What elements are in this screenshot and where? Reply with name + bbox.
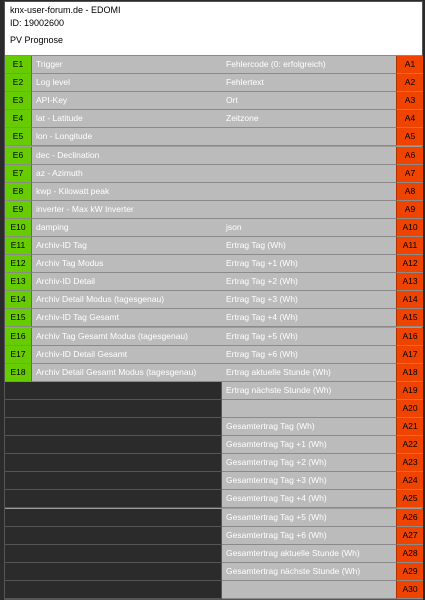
input-port[interactable]: E6 [5, 147, 32, 165]
input-label: Archiv-ID Tag Gesamt [32, 309, 226, 327]
output-port[interactable]: A7 [396, 165, 423, 183]
io-row [5, 472, 422, 490]
empty-input-slot [5, 382, 222, 400]
input-port[interactable]: E12 [5, 255, 32, 273]
input-label: Archiv Tag Modus [32, 255, 226, 273]
io-row [5, 273, 422, 291]
output-label: Ort [222, 92, 396, 110]
empty-input-slot [5, 490, 222, 508]
output-port[interactable]: A22 [396, 436, 423, 454]
output-label: Ertrag Tag +3 (Wh) [222, 291, 396, 309]
io-row [5, 400, 422, 418]
input-port[interactable]: E4 [5, 110, 32, 128]
input-port[interactable]: E3 [5, 92, 32, 110]
output-port[interactable]: A3 [396, 92, 423, 110]
output-port[interactable]: A11 [396, 237, 423, 255]
output-label: Gesamtertrag Tag +1 (Wh) [222, 436, 396, 454]
output-label [222, 183, 396, 201]
output-port[interactable]: A28 [396, 545, 423, 563]
output-label [222, 165, 396, 183]
output-port[interactable]: A15 [396, 309, 423, 327]
output-port[interactable]: A21 [396, 418, 423, 436]
io-row [5, 165, 422, 183]
input-port[interactable]: E7 [5, 165, 32, 183]
io-row [5, 328, 422, 346]
input-label: dec - Declination [32, 147, 226, 165]
io-row [5, 364, 422, 382]
input-label: kwp - Kilowatt peak [32, 183, 226, 201]
output-port[interactable]: A8 [396, 183, 423, 201]
block-header [5, 2, 422, 56]
output-port[interactable]: A17 [396, 346, 423, 364]
output-label: Ertrag Tag +4 (Wh) [222, 309, 396, 327]
output-port[interactable]: A26 [396, 509, 423, 527]
io-row [5, 563, 422, 581]
io-row [5, 346, 422, 364]
io-row [5, 237, 422, 255]
empty-input-slot [5, 472, 222, 490]
io-row [5, 545, 422, 563]
output-port[interactable]: A30 [396, 581, 423, 599]
output-label: Gesamtertrag Tag +3 (Wh) [222, 472, 396, 490]
output-port[interactable]: A9 [396, 201, 423, 219]
output-label: Gesamtertrag Tag +2 (Wh) [222, 454, 396, 472]
empty-input-slot [5, 436, 222, 454]
io-row [5, 201, 422, 219]
empty-input-slot [5, 545, 222, 563]
empty-input-slot [5, 581, 222, 599]
io-row [5, 92, 422, 110]
input-port[interactable]: E8 [5, 183, 32, 201]
output-label: Gesamtertrag Tag (Wh) [222, 418, 396, 436]
io-row [5, 291, 422, 309]
empty-input-slot [5, 563, 222, 581]
block-title: PV Prognose [10, 35, 64, 45]
input-port[interactable]: E1 [5, 56, 32, 74]
input-label: inverter - Max kW Inverter [32, 201, 226, 219]
io-row [5, 110, 422, 128]
input-label: damping [32, 219, 226, 237]
input-label: Log level [32, 74, 226, 92]
output-label [222, 581, 396, 599]
output-label [222, 201, 396, 219]
input-label: API-Key [32, 92, 226, 110]
block-source: knx-user-forum.de - EDOMI [10, 5, 121, 15]
output-port[interactable]: A27 [396, 527, 423, 545]
input-label: Trigger [32, 56, 226, 74]
output-label: Gesamtertrag Tag +4 (Wh) [222, 490, 396, 508]
output-label: Ertrag Tag +1 (Wh) [222, 255, 396, 273]
empty-input-slot [5, 454, 222, 472]
io-row [5, 56, 422, 74]
io-row [5, 74, 422, 92]
input-port[interactable]: E5 [5, 128, 32, 146]
output-port[interactable]: A4 [396, 110, 423, 128]
input-label: Archiv-ID Tag [32, 237, 226, 255]
output-port[interactable]: A6 [396, 147, 423, 165]
input-label: Archiv Detail Modus (tagesgenau) [32, 291, 226, 309]
block-id: ID: 19002600 [10, 18, 65, 28]
output-label [222, 147, 396, 165]
output-label: Ertrag aktuelle Stunde (Wh) [222, 364, 396, 382]
output-port[interactable]: A12 [396, 255, 423, 273]
input-port[interactable]: E11 [5, 237, 32, 255]
output-label: Ertrag Tag +5 (Wh) [222, 328, 396, 346]
io-row [5, 309, 422, 327]
io-row [5, 509, 422, 527]
output-port[interactable]: A20 [396, 400, 423, 418]
input-label: Archiv-ID Detail Gesamt [32, 346, 226, 364]
input-port[interactable]: E10 [5, 219, 32, 237]
output-label: json [222, 219, 396, 237]
io-row [5, 490, 422, 508]
output-label: Gesamtertrag Tag +6 (Wh) [222, 527, 396, 545]
input-port[interactable]: E15 [5, 309, 32, 327]
output-label: Ertrag nächste Stunde (Wh) [222, 382, 396, 400]
input-label: lat - Latitude [32, 110, 226, 128]
output-port[interactable]: A18 [396, 364, 423, 382]
output-port[interactable]: A5 [396, 128, 423, 146]
io-row [5, 255, 422, 273]
input-label: Archiv-ID Detail [32, 273, 226, 291]
io-row [5, 382, 422, 400]
output-label [222, 400, 396, 418]
output-label: Gesamtertrag nächste Stunde (Wh) [222, 563, 396, 581]
input-port[interactable]: E9 [5, 201, 32, 219]
io-row [5, 436, 422, 454]
input-label: lon - Longitude [32, 128, 226, 146]
output-label: Gesamtertrag Tag +5 (Wh) [222, 509, 396, 527]
io-row [5, 183, 422, 201]
io-row [5, 527, 422, 545]
input-port[interactable]: E18 [5, 364, 32, 382]
output-label: Fehlercode (0: erfolgreich) [222, 56, 396, 74]
output-label: Zeitzone [222, 110, 396, 128]
output-label: Ertrag Tag +2 (Wh) [222, 273, 396, 291]
output-port[interactable]: A16 [396, 328, 423, 346]
output-port[interactable]: A29 [396, 563, 423, 581]
output-label: Fehlertext [222, 74, 396, 92]
output-port[interactable]: A1 [396, 56, 423, 74]
output-port[interactable]: A14 [396, 291, 423, 309]
empty-input-slot [5, 400, 222, 418]
io-row [5, 219, 422, 237]
input-port[interactable]: E14 [5, 291, 32, 309]
output-label: Gesamtertrag aktuelle Stunde (Wh) [222, 545, 396, 563]
output-label [222, 128, 396, 146]
io-row [5, 418, 422, 436]
output-port[interactable]: A13 [396, 273, 423, 291]
output-port[interactable]: A25 [396, 490, 423, 508]
output-port[interactable]: A19 [396, 382, 423, 400]
output-label: Ertrag Tag (Wh) [222, 237, 396, 255]
output-port[interactable]: A23 [396, 454, 423, 472]
input-label: Archiv Tag Gesamt Modus (tagesgenau) [32, 328, 226, 346]
input-port[interactable]: E17 [5, 346, 32, 364]
io-row [5, 581, 422, 599]
io-row [5, 454, 422, 472]
input-label: Archiv Detail Gesamt Modus (tagesgenau) [32, 364, 226, 382]
input-port[interactable]: E2 [5, 74, 32, 92]
empty-input-slot [5, 509, 222, 527]
empty-input-slot [5, 527, 222, 545]
input-label: az - Azimuth [32, 165, 226, 183]
io-row [5, 128, 422, 146]
empty-input-slot [5, 418, 222, 436]
output-port[interactable]: A24 [396, 472, 423, 490]
logic-block[interactable] [4, 1, 423, 600]
input-port[interactable]: E13 [5, 273, 32, 291]
output-label: Ertrag Tag +6 (Wh) [222, 346, 396, 364]
input-port[interactable]: E16 [5, 328, 32, 346]
io-row [5, 147, 422, 165]
output-port[interactable]: A10 [396, 219, 423, 237]
output-port[interactable]: A2 [396, 74, 423, 92]
